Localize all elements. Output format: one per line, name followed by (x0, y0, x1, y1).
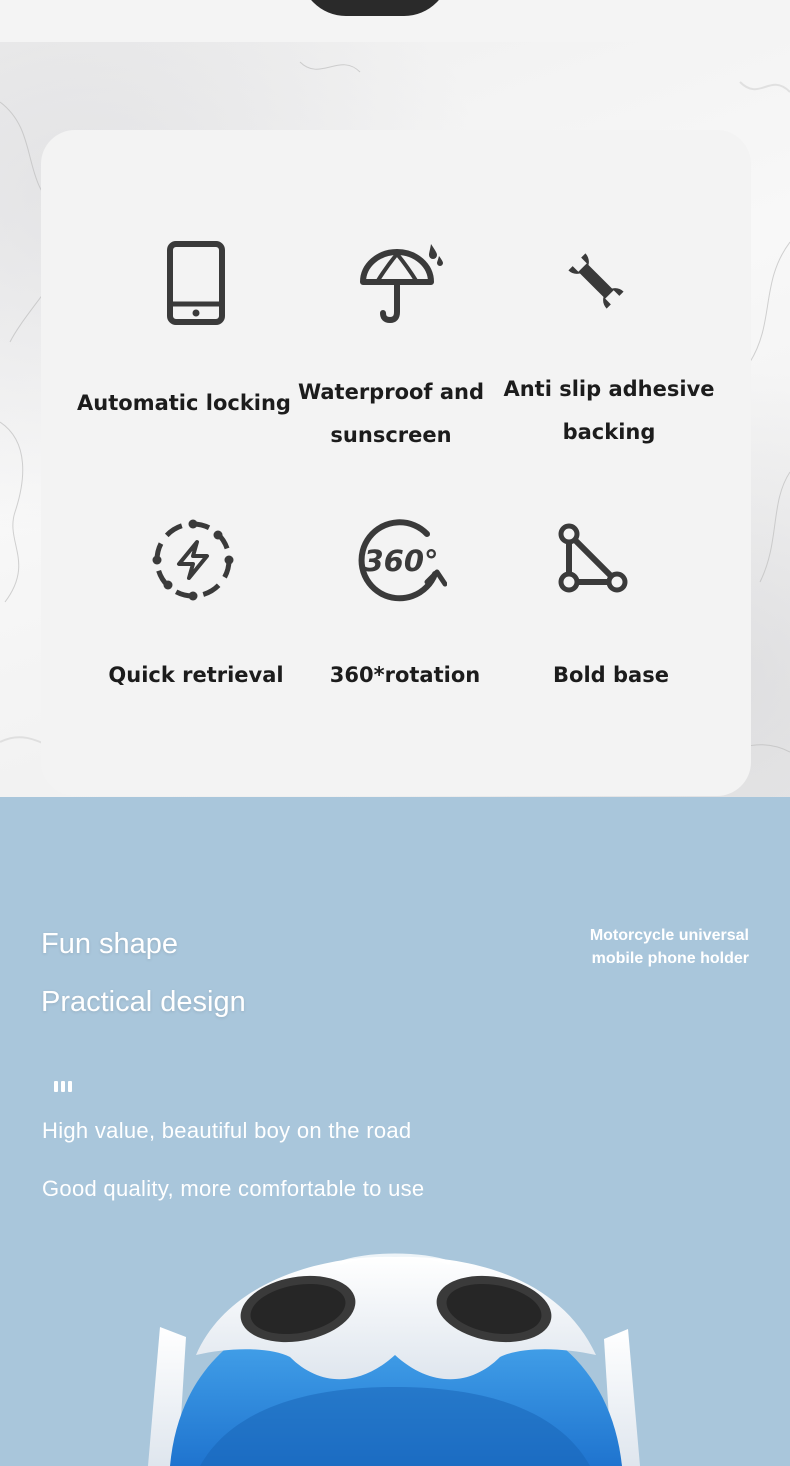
feature-label-line2: backing (562, 420, 656, 444)
feature-automatic-locking (69, 382, 299, 425)
feature-label: Bold base (553, 663, 669, 687)
phone-icon (165, 240, 227, 326)
tagline-line2: mobile phone holder (591, 950, 749, 967)
helmet-product-image (0, 1237, 790, 1466)
feature-360-rotation (305, 654, 505, 697)
umbrella-icon (357, 238, 445, 324)
features-card (41, 130, 751, 796)
top-strip (0, 0, 790, 42)
feature-label: Quick retrieval (108, 663, 284, 687)
triangle-base-icon (555, 522, 631, 596)
lightning-ring-icon (151, 518, 235, 602)
feature-quick-retrieval (86, 654, 306, 697)
feature-anti-slip (499, 368, 719, 454)
rotate-360-icon (357, 518, 447, 604)
marble-background (0, 42, 790, 797)
feature-label: 360*rotation (329, 663, 481, 687)
subline-good-quality: Good quality, more comfortable to use (42, 1176, 425, 1201)
feature-bold-base (511, 654, 711, 697)
feature-waterproof (291, 371, 491, 457)
product-edge (300, 0, 450, 16)
subline-high-value: High value, beautiful boy on the road (42, 1118, 412, 1143)
feature-label-line1: Anti slip adhesive (503, 377, 715, 401)
rotation-text: 360° (363, 544, 439, 578)
feature-label-line1: Waterproof and (297, 380, 485, 404)
decorative-bars (54, 1077, 80, 1089)
feature-label-line2: sunscreen (330, 423, 452, 447)
promo-section (0, 797, 790, 1466)
headline-fun-shape: Fun shape (41, 928, 179, 960)
wrench-icon (565, 250, 627, 312)
tagline-line1: Motorcycle universal (589, 927, 749, 944)
product-tagline (549, 924, 749, 970)
feature-label: Automatic locking (77, 391, 291, 415)
headline-practical-design: Practical design (41, 986, 246, 1018)
